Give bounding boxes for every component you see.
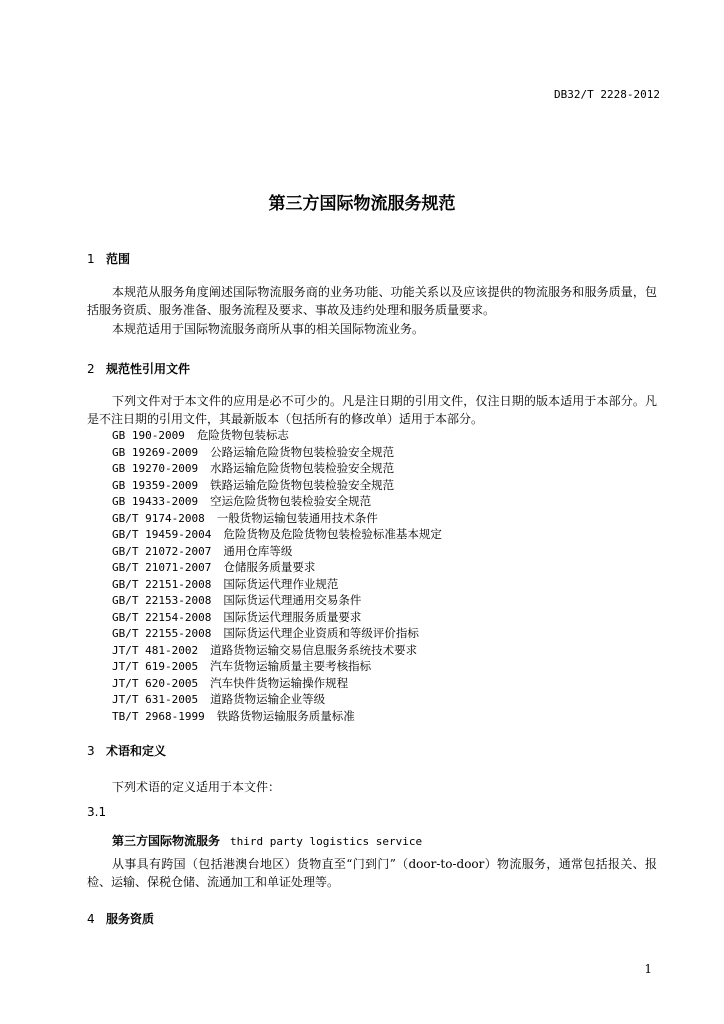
subsection-3-1-number: 3.1 [87, 805, 107, 819]
section-4-heading [87, 910, 154, 927]
section-1-title: 范围 [106, 252, 131, 266]
reference-code: GB/T 22153-2008 [112, 594, 212, 607]
section-3-number: 3 [87, 744, 95, 758]
reference-item [112, 477, 442, 494]
page-number: 1 [644, 962, 652, 976]
reference-title: 国际货运代理作业规范 [223, 576, 339, 591]
reference-code: GB 190-2009 [112, 429, 185, 442]
reference-code: GB/T 22151-2008 [112, 577, 212, 591]
reference-code: GB/T 19459-2004 [112, 528, 212, 541]
reference-item [112, 675, 442, 692]
reference-code: GB/T 9174-2008 [112, 511, 205, 525]
reference-item [112, 576, 442, 593]
section-2-number: 2 [87, 362, 95, 376]
term-english: third party logistics service [230, 835, 423, 848]
reference-code: JT/T 620-2005 [112, 676, 199, 690]
reference-code: TB/T 2968-1999 [112, 709, 205, 723]
document-title: 第三方国际物流服务规范 [268, 194, 456, 214]
reference-item [112, 592, 442, 609]
reference-title: 铁路运输危险货物包装检验安全规范 [210, 477, 395, 492]
section-3-paragraph-1: 下列术语的定义适用于本文件： [112, 780, 281, 794]
reference-title: 国际货运代理企业资质和等级评价指标 [223, 626, 419, 640]
reference-code: GB 19270-2009 [112, 462, 199, 475]
reference-title: 水路运输危险货物包装检验安全规范 [210, 461, 395, 475]
reference-item [112, 543, 442, 560]
reference-item [112, 658, 442, 675]
reference-item [112, 609, 442, 626]
reference-code: GB/T 22155-2008 [112, 627, 212, 640]
reference-code: GB 19269-2009 [112, 445, 199, 459]
section-1-paragraph-1: 本规范从服务角度阐述国际物流服务商的业务功能、功能关系以及应该提供的物流服务和服务质量，包括服务资质、服务准备、服务流程及要求、事故及违约处理和服务质量要求。 [87, 285, 657, 317]
reference-title: 危险货物包装标志 [196, 428, 289, 442]
normative-references-list [112, 427, 442, 724]
section-2-heading [87, 360, 190, 377]
document-code: DB32/T 2228-2012 [554, 88, 660, 101]
reference-title: 公路运输危险货物包装检验安全规范 [210, 444, 395, 459]
reference-title: 一般货物运输包装通用技术条件 [216, 510, 378, 525]
section-4-number: 4 [87, 912, 95, 926]
reference-title: 道路货物运输企业等级 [210, 692, 326, 706]
reference-item [112, 642, 442, 659]
reference-code: GB/T 21071-2007 [112, 561, 212, 574]
reference-item [112, 691, 442, 708]
reference-code: GB/T 21072-2007 [112, 544, 212, 558]
reference-item [112, 444, 442, 461]
section-1-number: 1 [87, 252, 95, 266]
section-3-heading [87, 742, 166, 759]
reference-code: GB 19433-2009 [112, 495, 199, 508]
reference-title: 汽车货物运输质量主要考核指标 [210, 659, 372, 673]
reference-code: GB 19359-2009 [112, 478, 199, 492]
section-4-title: 服务资质 [106, 912, 155, 926]
reference-title: 国际货运代理通用交易条件 [223, 593, 362, 607]
reference-code: JT/T 481-2002 [112, 643, 199, 657]
reference-item [112, 559, 442, 576]
reference-item [112, 427, 442, 444]
reference-code: GB/T 22154-2008 [112, 610, 212, 624]
reference-title: 仓储服务质量要求 [223, 560, 316, 574]
reference-title: 危险货物及危险货物包装检验标准基本规定 [223, 527, 442, 541]
section-2-paragraph-1: 下列文件对于本文件的应用是必不可少的。凡是注日期的引用文件，仅注日期的版本适用于本部分。凡是不注日期的引用文件，其最新版本（包括所有的修改单）适用于本部分。 [87, 394, 657, 426]
reference-item [112, 625, 442, 642]
reference-title: 汽车快件货物运输操作规程 [210, 675, 349, 690]
term-entry [112, 832, 422, 849]
reference-item [112, 493, 442, 510]
section-1-heading [87, 250, 130, 267]
reference-title: 国际货运代理服务质量要求 [223, 609, 362, 624]
reference-title: 空运危险货物包装检验安全规范 [210, 494, 372, 508]
term-definition: 从事具有跨国（包括港澳台地区）货物直至“门到门”（door-to-door）物流服务，通常包括报关、报检、运输、保税仓储、流通加工和单证处理等。 [87, 857, 657, 889]
reference-item [112, 510, 442, 527]
term-chinese: 第三方国际物流服务 [112, 834, 221, 848]
reference-item [112, 526, 442, 543]
reference-title: 铁路货物运输服务质量标准 [216, 708, 355, 723]
reference-title: 道路货物运输交易信息服务系统技术要求 [210, 642, 418, 657]
section-2-title: 规范性引用文件 [106, 362, 191, 376]
reference-item [112, 460, 442, 477]
section-1-paragraph-2: 本规范适用于国际物流服务商所从事的相关国际物流业务。 [112, 322, 425, 336]
section-3-title: 术语和定义 [106, 744, 167, 758]
reference-item [112, 708, 442, 725]
reference-code: JT/T 619-2005 [112, 660, 199, 673]
reference-code: JT/T 631-2005 [112, 693, 199, 706]
reference-title: 通用仓库等级 [223, 543, 293, 558]
